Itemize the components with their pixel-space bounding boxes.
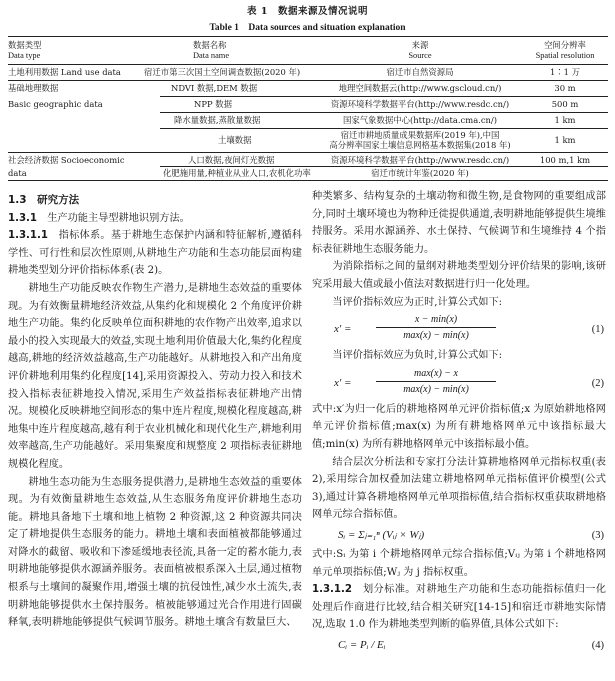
table-cell-name: NPP 数据 [194, 99, 233, 109]
table-cell-source: 资源环境科学数据平台(http://www.resdc.cn/) [330, 155, 510, 165]
paragraph [312, 581, 606, 634]
table-cell-source: 地理空间数据云(http://www.gscloud.cn/) [338, 83, 502, 93]
left-column [8, 192, 302, 632]
table-row-rule [160, 128, 608, 129]
table-cell-name: NDVI 数据,DEM 数据 [171, 83, 258, 93]
table-cell-name: 化肥施用量,种植业从业人口,农机化功率 [163, 168, 311, 178]
formula-numerator: max(x) − x [376, 366, 496, 382]
table-cell-type: data [8, 168, 27, 178]
paragraph: 当评价指标效应为负时,计算公式如下: [332, 350, 503, 362]
table-cell-source: 宿迁市自然资源局 [386, 67, 454, 77]
formula-denominator: max(x) − min(x) [403, 383, 469, 395]
formula-fraction [376, 366, 496, 397]
table-cell-res: 30 m [554, 83, 576, 93]
formula-body: Cᵢ = Pᵢ / Eᵢ [338, 638, 386, 651]
header-type-cn: 数据类型 [8, 40, 42, 50]
table-cell-res: 1 km [554, 115, 576, 125]
table-row-rule [160, 96, 608, 97]
table-bottom-rule [8, 180, 608, 181]
table-cell-source-line2: 高分辨率国家土壤信息网格基本数据集(2018 年) [329, 140, 511, 150]
paragraph: 耕地生产功能反映农作物生产潜力,是耕地生态效益的重要体现。为有效衡量耕地经济效益,从集约化和规模化 2 个角度评价耕地生产功能。集约化反映单位面积耕地的农作物产出效率,追求以最小的投入实现最大的效益,实现土地利用价值最大化,集约化程度越高,耕地的经济效益越高,生产功能越好。从耕地投入和产出角度评价耕地利用集约化程度[14],采用资源投入、劳动力投入和技术投入指标表征耕地投入情况,采用生产效益指标表征耕地产出情况。规模化反映耕地空间形态的集中连片程度,规模化程度越高,耕地集中连片程度越高,越有利于农业机械化和现代化生产,耕地利用效率越高,生产功能越好。采用集聚度和规整度 2 项指标表征耕地规模化程度。 [8, 282, 302, 470]
paragraph: 结合层次分析法和专家打分法计算耕地格网单元指标权重(表 2),采用综合加权叠加法建立耕地格网单元指标值评价模型(公式 3),通过计算各耕地格网单元单项指标值,结合指标权重获取耕地格网单元综合指标值。 [312, 456, 606, 521]
table-cell-res: 500 m [551, 99, 579, 109]
table-row-rule [8, 80, 608, 81]
header-name-en: Data name [193, 51, 230, 60]
table-cell-source: 国家气象数据中心(http://data.cma.cn/) [342, 115, 498, 125]
equation-number: (4) [591, 639, 604, 651]
right-column [312, 188, 606, 656]
paragraph: 式中:Sᵢ 为第 i 个耕地格网单元综合指标值;Vᵢⱼ 为第 i 个耕地格网单元单项指标值;Wⱼ 为 j 指标权重。 [312, 548, 606, 578]
formula-fraction [376, 312, 496, 343]
table-cell-type: 基础地理数据 [8, 83, 59, 93]
paragraph: 式中:x′为归一化后的耕地格网单元评价指标值;x 为原始耕地格网单元评价指标值;max(x) 为所有耕地格网单元中该指标最大值;min(x) 为所有耕地格网单元中该指标最小值。 [312, 403, 606, 450]
formula-3 [312, 524, 606, 546]
paragraph: 为消除指标之间的量纲对耕地类型划分评价结果的影响,该研究采用最大值或最小值法对数据进行归一化处理。 [312, 261, 606, 290]
header-source-cn: 来源 [411, 40, 429, 50]
formula-2 [312, 365, 606, 401]
subsubsection-number: 1.3.1.1 [8, 230, 48, 242]
header-type-en: Data type [8, 51, 41, 60]
table-row-rule [160, 112, 608, 113]
table-cell-source: 宿迁市统计年鉴(2020 年) [371, 168, 469, 178]
table-row-rule [160, 166, 608, 167]
table-cell-type: 土地利用数据 Land use data [8, 67, 121, 77]
equation-number: (1) [591, 324, 604, 336]
table-cell-name: 降水量数据,蒸散量数据 [174, 115, 261, 125]
formula-1 [312, 311, 606, 347]
header-res-cn: 空间分辨率 [544, 40, 586, 50]
paragraph [8, 227, 302, 280]
table-cell-type: 社会经济数据 Socioeconomic [8, 155, 125, 165]
table-top-rule [8, 36, 608, 37]
table-cell-name: 人口数据,夜间灯光数据 [188, 155, 275, 165]
table-cell-source: 宿迁市耕地质量成果数据库(2019 年),中国 [340, 130, 500, 140]
table-header-rule [8, 64, 608, 65]
table-cell-source: 资源环境科学数据平台(http://www.resdc.cn/) [330, 99, 510, 109]
formula-lhs: x′ = [334, 376, 352, 389]
table-cell-name: 土壤数据 [218, 135, 252, 145]
subsubsection-number: 1.3.1.2 [312, 584, 352, 596]
header-res-en: Spatial resolution [535, 51, 595, 60]
subsection-title: 生产功能主导型耕地识别方法。 [37, 212, 190, 224]
table-cell-name: 宿迁市第三次国土空间调查数据(2020 年) [144, 67, 301, 77]
subsubsection-title: 指标体系。 [47, 230, 111, 242]
paragraph-text: 对耕地生产功能和生态功能指标值归一化处理后作商进行比较,结合相关研究[14-15]和宿迁市耕地实际情况,选取 1.0 作为耕地类型判断的临界值,具体公式如下: [312, 584, 606, 631]
subsubsection-title: 划分标准。 [351, 584, 416, 596]
paragraph-text: 基于耕地生态保护内涵和特征解析,遵循科学性、可行性和层次性原则,从耕地生产功能和生态功能层面构建耕地类型划分评价指标体系(表 2)。 [8, 230, 302, 277]
subsection-heading [8, 210, 302, 228]
formula-lhs: x′ = [334, 323, 352, 336]
table-cell-type: Basic geographic data [8, 99, 103, 109]
equation-number: (3) [591, 529, 604, 541]
formula-body: Sᵢ = Σⱼ₌₁ⁿ (Vᵢⱼ × Wⱼ) [338, 528, 425, 541]
equation-number: (2) [591, 377, 604, 389]
header-name-cn: 数据名称 [193, 40, 227, 50]
table-cell-res: 1 km [554, 135, 576, 145]
table-cell-res: 100 m,1 km [539, 155, 591, 165]
table-caption-en: Table 1 Data sources and situation explanation [209, 23, 406, 33]
paragraph: 耕地生态功能为生态服务提供潜力,是耕地生态效益的重要体现。为有效衡量耕地生态效益,从生态服务角度评价耕地生态功能。耕地具备地下土壤和地上植物 2 种资源,这 2 种资源共同决定了耕地提供生态服务的能力。耕地土壤和表面植被都能够通过对降水的截留、吸收和下渗延缓地表径流,具备一定的蓄水能力,表明耕地能够提供水源涵养服务。表面植被根系深入土层,通过植物根系与土壤间的凝聚作用,增强土壤的抗侵蚀性,减少水土流失,表明耕地能够提供水土保持服务。植被能够通过光合作用进行固碳释氧,表明耕地能够提供气候调节服务。耕地土壤含有数量巨大、 [8, 476, 302, 629]
formula-denominator: max(x) − min(x) [403, 330, 469, 342]
paragraph: 当评价指标效应为正时,计算公式如下: [332, 296, 503, 308]
formula-4 [312, 634, 606, 656]
table-caption-cn: 表 1 数据来源及情况说明 [247, 6, 368, 17]
table-row-rule [8, 152, 608, 153]
paragraph: 种类繁多、结构复杂的土壤动物和微生物,是食物网的重要组成部分,同时土壤环境也为物种迁徙提供通道,表明耕地能够提供生境维持服务。采用水源涵养、水土保持、气候调节和生境维持 4 个指标表征耕地生态服务能力。 [312, 191, 606, 255]
formula-numerator: x − min(x) [376, 312, 496, 328]
table-cell-res: 1∶1 万 [549, 67, 581, 77]
section-heading: 1.3 研究方法 [8, 194, 80, 206]
header-source-en: Source [408, 51, 432, 60]
subsection-number: 1.3.1 [8, 212, 38, 224]
